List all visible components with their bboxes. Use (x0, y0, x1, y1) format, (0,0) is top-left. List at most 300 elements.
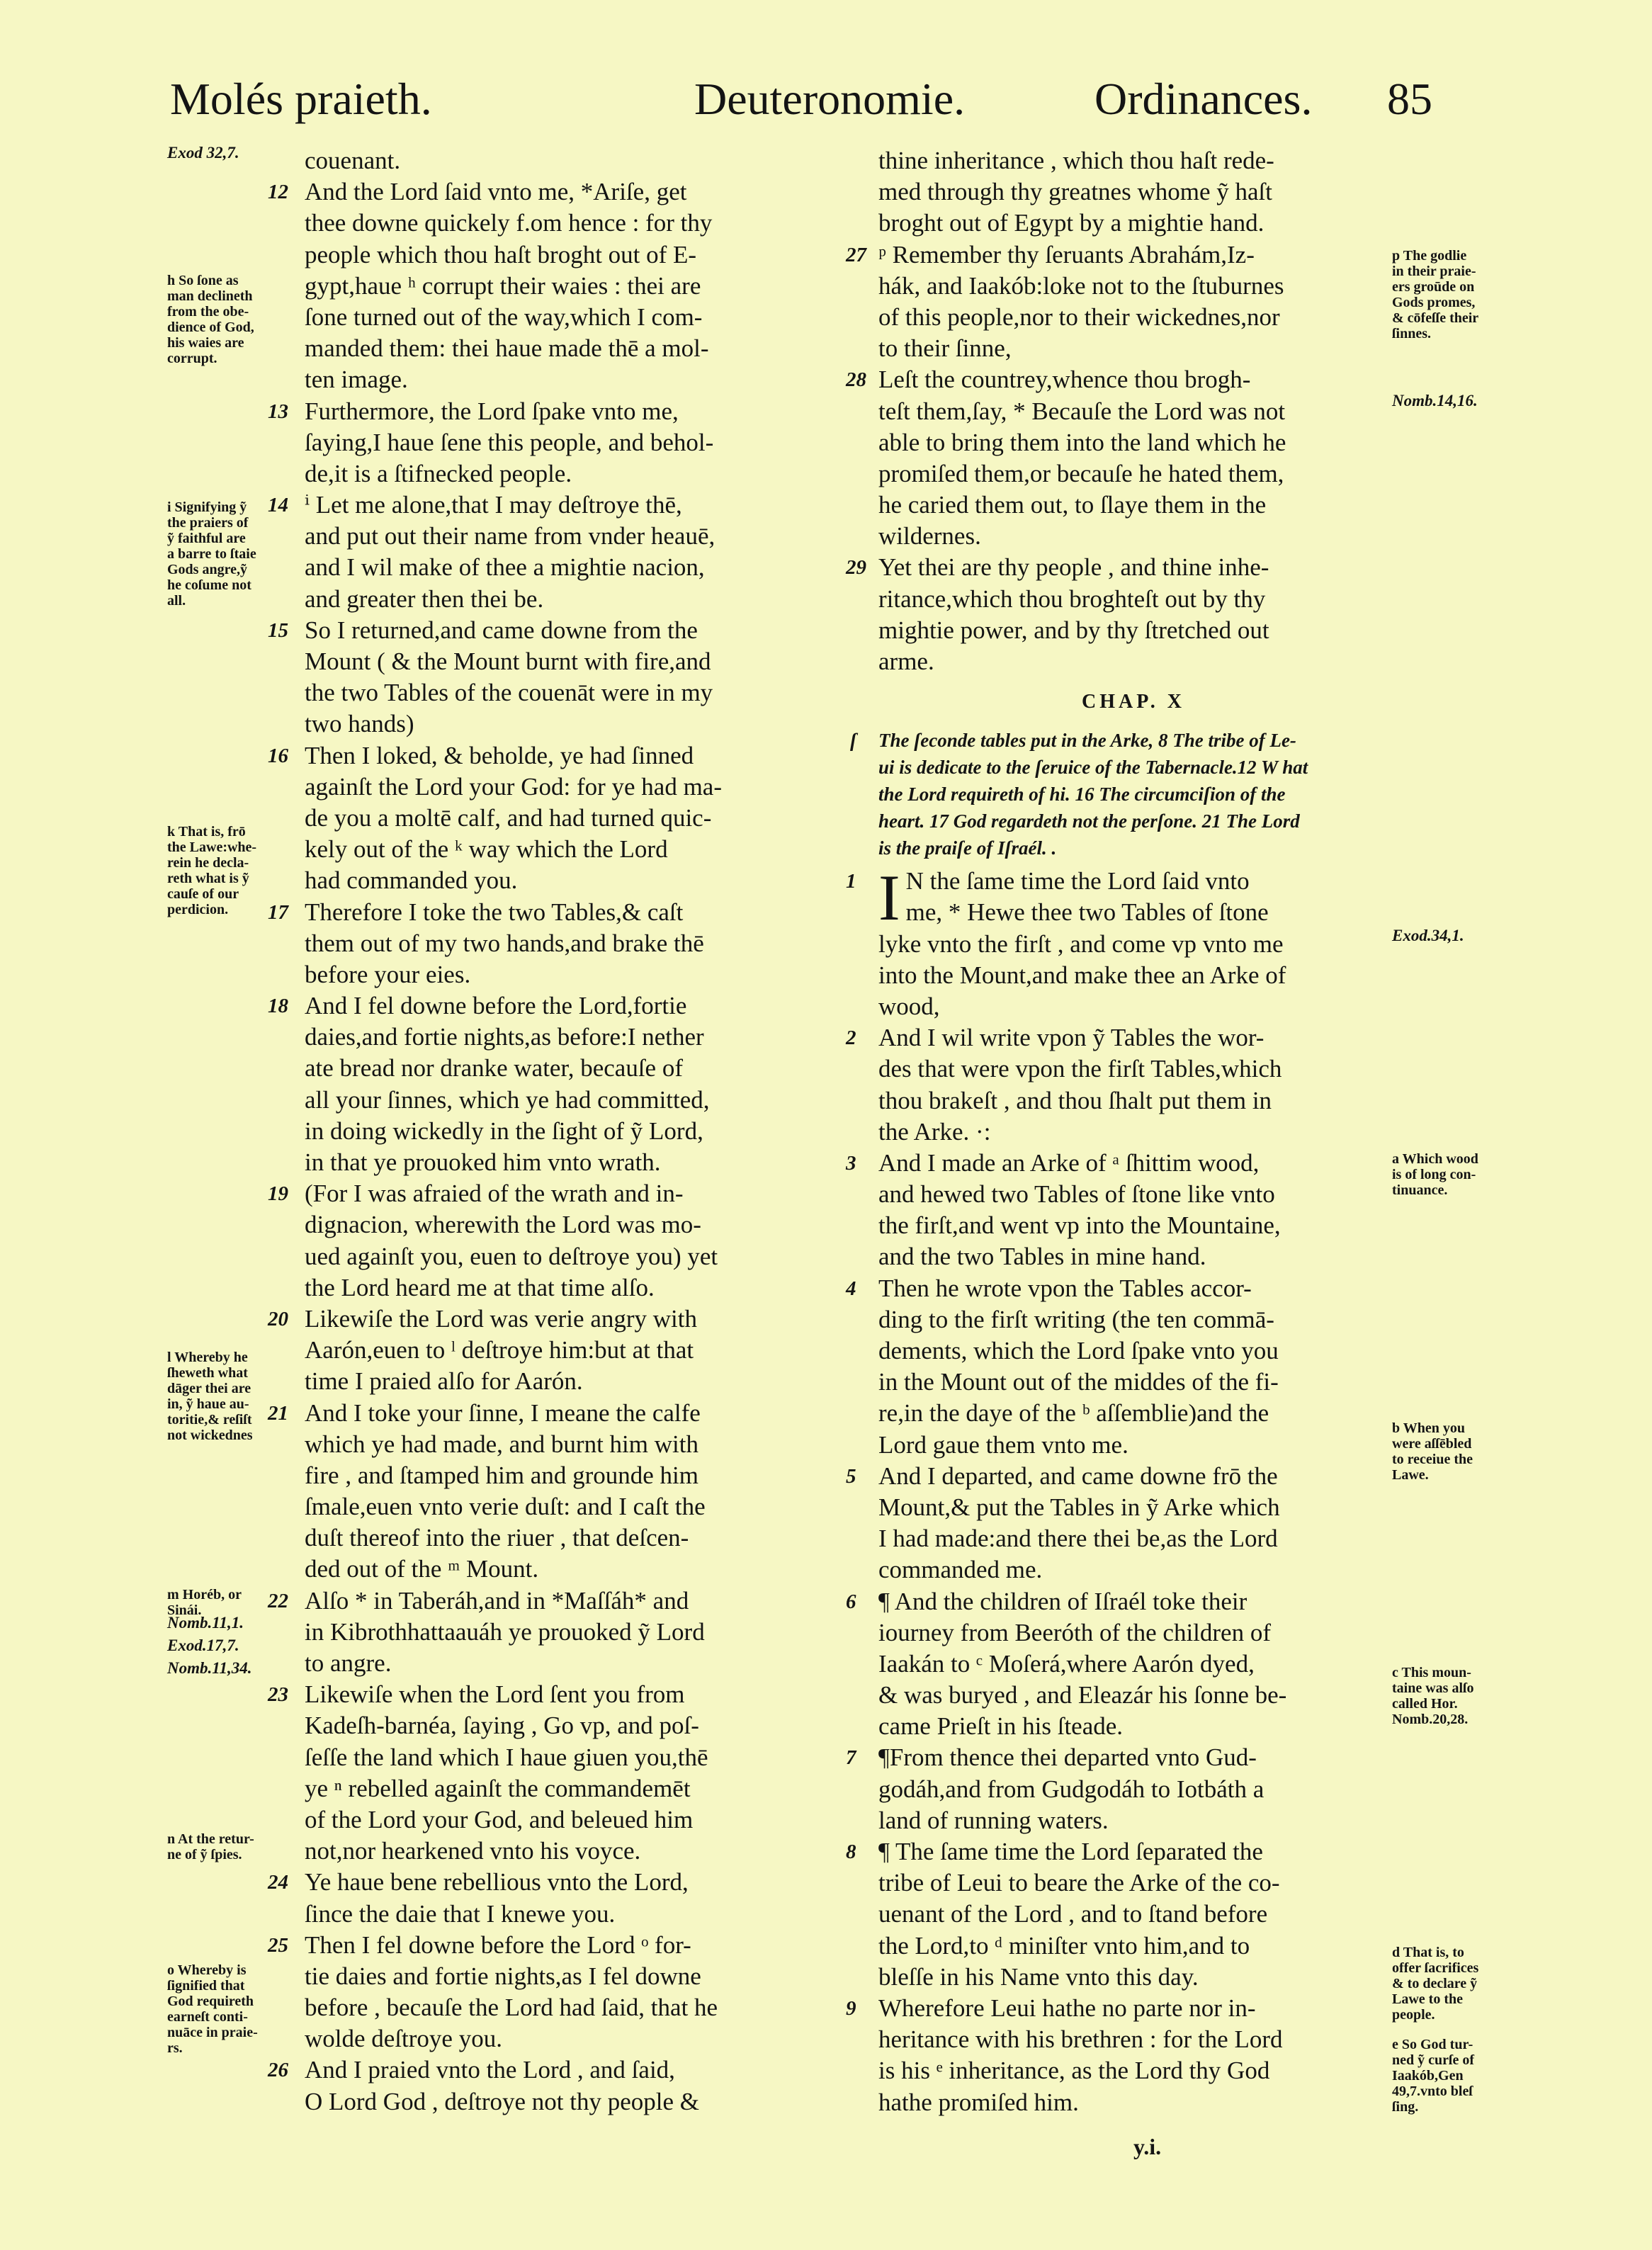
text-line (878, 396, 1388, 427)
verse-number: 16 (268, 744, 288, 767)
line-text: de,it is a ſtifnecked people. (305, 459, 572, 487)
verse-number: 20 (268, 1307, 288, 1330)
text-line (305, 865, 854, 896)
text-line (878, 2055, 1388, 2086)
margin-note (167, 1831, 254, 1862)
line-text: ¶ And the children of Iſraél toke their (878, 1587, 1248, 1615)
line-text: and hewed two Tables of ſtone like vnto (878, 1180, 1275, 1209)
margin-note-line: k That is, frō (167, 824, 246, 839)
line-text: and the two Tables in mine hand. (878, 1243, 1206, 1271)
line-text: broght out of Egypt by a mightie hand. (878, 209, 1265, 237)
text-line (878, 615, 1388, 646)
line-text: Mount ( & the Mount burnt with fire,and (305, 648, 711, 675)
line-text: he caried them out, to ſlaye them in the (878, 491, 1267, 519)
text-line (305, 1522, 854, 1554)
line-text: and greater then thei be. (305, 584, 544, 613)
text-line (305, 1710, 854, 1741)
margin-note-line: in, ỹ haue au- (167, 1396, 249, 1412)
text-line (268, 1679, 854, 1710)
line-text: (For I was afraied of the wrath and in- (305, 1180, 684, 1208)
chapter-argument (850, 727, 1388, 861)
text-line (305, 271, 854, 302)
text-line (268, 990, 854, 1022)
margin-note (1392, 2037, 1474, 2115)
margin-note-line: earneſt conti- (167, 2009, 248, 2025)
text-line (268, 897, 854, 928)
margin-note-line: Nomb.11,34. (167, 1659, 252, 1677)
line-text: hathe promiſed him. (878, 2088, 1079, 2116)
margin-note-line: Exod.34,1. (1392, 927, 1464, 944)
margin-note-line: he coſume not (167, 577, 251, 593)
margin-note-line: tinuance. (1392, 1182, 1448, 1198)
margin-note (1392, 1665, 1474, 1727)
line-text: into the Mount,and make thee an Arke of (878, 961, 1286, 989)
text-line (878, 991, 1388, 1022)
line-text: people which thou haſt broght out of E- (305, 240, 697, 268)
text-line (846, 1836, 1388, 1867)
text-line (305, 1554, 854, 1585)
line-text: med through thy greatnes whome ỹ haſt (878, 178, 1272, 206)
text-line (268, 490, 854, 521)
text-line: N the ſame time the Lord ſaid vnto (905, 867, 1250, 895)
line-text: de you a moltē calf, and had turned quic- (305, 803, 712, 832)
text-line (878, 960, 1388, 991)
line-text: Kadeſh-barnéa, ſaying , Go vp, and poſ- (305, 1712, 699, 1740)
line-text: tribe of Leui to beare the Arke of the co- (878, 1869, 1280, 1897)
line-text: godáh,and from Gudgodáh to Iotbáth a (878, 1775, 1265, 1803)
margin-note-line: b When you (1392, 1420, 1466, 1436)
line-text: couenant. (305, 147, 401, 174)
margin-note (167, 273, 254, 366)
argument-line: the Lord requireth of hi. 16 The circumciſion of the (878, 784, 1286, 805)
line-text: two hands) (305, 710, 414, 738)
line-text: ſaying,I haue ſene this people, and behol- (305, 428, 714, 456)
text-line (878, 1805, 1388, 1836)
text-line (878, 1367, 1388, 1398)
text-line (305, 834, 854, 865)
line-text: And the Lord ſaid vnto me, *Ariſe, get (305, 178, 687, 206)
line-text: wildernes. (878, 522, 981, 550)
line-text: the firſt,and went vp into the Mountaine, (878, 1211, 1281, 1240)
margin-note-line: p The godlie (1392, 248, 1467, 264)
margin-note-line: ne of ỹ ſpies. (167, 1847, 242, 1862)
margin-note-line: Nomb.14,16. (1392, 392, 1478, 409)
line-text: Iaakán to ᶜ Moſerá,where Aarón dyed, (878, 1649, 1255, 1678)
text-line (846, 1742, 1388, 1773)
signature-mark: y.i. (1133, 2133, 1162, 2159)
margin-note (1392, 393, 1478, 416)
margin-note-line: rein he decla- (167, 855, 249, 871)
line-text: and I wil make of thee a mightie nacion, (305, 553, 705, 582)
line-text: in that ye prouoked him vnto wrath. (305, 1148, 661, 1176)
line-text: heritance with his brethren : for the Lord (878, 2025, 1283, 2054)
verse-number: 19 (268, 1182, 288, 1206)
text-line (305, 1429, 854, 1460)
margin-note-line: all. (167, 593, 186, 609)
line-text: Likewiſe when the Lord ſent you from (305, 1680, 685, 1709)
margin-note-line: Nomb.20,28. (1392, 1712, 1469, 1727)
line-text: Then I loked, & beholde, ye had ſinned (305, 741, 694, 769)
text-line (268, 1930, 854, 1961)
line-text: Alſo * in Taberáh,and in *Maſſáh* and (305, 1586, 689, 1615)
line-text: thine inheritance , which thou haſt rede- (878, 147, 1274, 174)
text-line (878, 1554, 1388, 1585)
verse-number: 21 (268, 1401, 288, 1425)
margin-note-line: corrupt. (167, 351, 217, 366)
text-line (878, 1304, 1388, 1335)
text-line (846, 364, 1388, 395)
line-text: ſeſſe the land which I haue giuen you,thē (305, 1743, 708, 1771)
argument-line: heart. 17 God regardeth not the perſone. 21 The Lord (878, 810, 1300, 832)
text-line (268, 740, 854, 771)
margin-note-line: 49,7.vnto bleſ (1392, 2084, 1473, 2099)
margin-note-line: God requireth (167, 1994, 254, 2009)
line-text: Then he wrote vpon the Tables accor- (878, 1274, 1252, 1302)
margin-note-line: the Lawe:whe- (167, 839, 257, 855)
margin-note-line: & to declare ỹ (1392, 1976, 1478, 1991)
text-line (305, 1022, 854, 1053)
line-text: ding to the firſt writing (the ten commā- (878, 1305, 1274, 1333)
text-line: me, * Hewe thee two Tables of ſtone (905, 898, 1269, 927)
text-line (305, 646, 854, 677)
verse-number: 2 (846, 1027, 856, 1050)
text-line (305, 1209, 854, 1240)
line-text: ate bread nor dranke water, becauſe of (305, 1054, 683, 1082)
text-line (878, 490, 1388, 521)
line-text: before , becauſe the Lord had ſaid, that he (305, 1994, 718, 2022)
text-line (878, 1774, 1388, 1805)
verse-number: 13 (268, 400, 288, 423)
margin-note-line: e So God tur- (1392, 2037, 1473, 2052)
margin-note (167, 824, 256, 917)
verse-number: 17 (268, 900, 288, 924)
margin-note (167, 499, 256, 609)
line-text: thou brakeſt , and thou ſhalt put them in (878, 1086, 1272, 1114)
line-text: the two Tables of the couenāt were in my (305, 679, 713, 707)
line-text: re,in the daye of the ᵇ aſſemblie)and the (878, 1399, 1269, 1428)
line-text: Likewiſe the Lord was verie angry with (305, 1304, 697, 1333)
text-line (878, 145, 1388, 176)
line-text: ten image. (305, 366, 408, 394)
text-line (878, 1053, 1388, 1085)
margin-note-line: dience of God, (167, 320, 254, 335)
text-line (305, 1961, 854, 1992)
text-line (305, 1147, 854, 1178)
text-line (268, 1867, 854, 1898)
verse-number: 4 (846, 1277, 856, 1300)
line-text: in doing wickedly in the ſight of ỹ Lord, (305, 1116, 703, 1145)
margin-note-line: taine was alſo (1392, 1680, 1474, 1696)
line-text: the Lord,to ᵈ miniſter vnto him,and to (878, 1931, 1250, 1960)
verse-number: 3 (846, 1151, 856, 1175)
line-text: Mount,& put the Tables in ỹ Arke which (878, 1493, 1280, 1521)
line-text: Then I fel downe before the Lord ᵒ for- (305, 1930, 691, 1959)
margin-note-line: not wickednes (167, 1428, 253, 1443)
text-line (305, 928, 854, 959)
margin-note (1392, 1151, 1478, 1198)
verse-number: 29 (846, 556, 866, 580)
line-text: not,nor hearkened vnto his voyce. (305, 1837, 641, 1865)
line-text: all your ſinnes, which ye had committed, (305, 1085, 710, 1114)
line-text: lyke vnto the firſt , and come vp vnto me (878, 929, 1284, 958)
text-line (268, 1398, 854, 1429)
text-line (878, 1210, 1388, 1241)
margin-note-line: d That is, to (1392, 1945, 1464, 1960)
margin-note-line: a barre to ſtaie (167, 546, 256, 562)
text-line (305, 1116, 854, 1147)
text-line (305, 333, 854, 364)
text-line (846, 1586, 1388, 1617)
line-text: in Kibrothhattaauáh ye prouoked ỹ Lord (305, 1617, 705, 1646)
line-text: time I praied alſo for Aarón. (305, 1367, 583, 1396)
text-line (305, 364, 854, 395)
running-head-right: Ordinances. (1094, 74, 1313, 124)
line-text: the Lord heard me at that time alſo. (305, 1273, 655, 1301)
margin-note-line: ned ỹ curſe of (1392, 2052, 1475, 2068)
line-text: of the Lord your God, and beleued him (305, 1805, 694, 1833)
line-text: Therefore I toke the two Tables,& caſt (305, 898, 684, 926)
margin-note-line: m Horéb, or (167, 1587, 242, 1602)
text-line (305, 959, 854, 990)
text-line (305, 1053, 854, 1084)
text-line (878, 458, 1388, 490)
margin-note-line: ſignified that (167, 1978, 245, 1994)
text-line (305, 1742, 854, 1773)
text-line (268, 396, 854, 427)
line-text: commanded me. (878, 1556, 1043, 1584)
verse-number: 12 (268, 181, 288, 204)
text-line (305, 1335, 854, 1366)
line-text: dements, which the Lord ſpake vnto you (878, 1337, 1279, 1364)
line-text: daies,and fortie nights,as before:I nether (305, 1023, 704, 1051)
line-text: And I toke your ſinne, I meane the calfe (305, 1398, 701, 1427)
text-line (846, 552, 1388, 583)
text-line (268, 1178, 854, 1209)
line-text: I had made:and there thei be,as the Lord (878, 1525, 1278, 1553)
line-text: And I fel downe before the Lord,fortie (305, 992, 687, 1020)
line-text: is his ᵉ inheritance, as the Lord thy God (878, 2057, 1270, 2085)
margin-note (167, 1350, 253, 1443)
margin-note-line: Exod 32,7. (167, 144, 239, 162)
drop-cap-initial: I (878, 861, 900, 934)
line-text: teſt them,ſay, * Becauſe the Lord was not (878, 397, 1286, 425)
text-line (878, 1241, 1388, 1272)
line-text: ⁱ Let me alone,that I may deſtroye thē, (305, 491, 682, 519)
text-line (878, 1492, 1388, 1523)
line-text: of this people,nor to their wickednes,nor (878, 303, 1280, 331)
margin-note-line: rs. (167, 2040, 183, 2056)
line-text: So I returned,and came downe from the (305, 616, 698, 644)
verse-number: 1 (846, 870, 856, 893)
line-text: Aarón,euen to ˡ deſtroye him:but at that (305, 1336, 694, 1364)
line-text: Lord gaue them vnto me. (878, 1430, 1128, 1459)
margin-note-line: ỹ faithful are (167, 531, 246, 546)
line-text: wood, (878, 992, 940, 1020)
line-text: Yet thei are thy people , and thine inhe- (878, 553, 1269, 582)
line-text: came Prieſt in his ſteade. (878, 1712, 1124, 1741)
line-text: And I wil write vpon ỹ Tables the wor- (878, 1024, 1265, 1052)
line-text: Wherefore Leui hathe no parte nor in- (878, 1994, 1256, 2022)
line-text: ded out of the ᵐ Mount. (305, 1555, 539, 1583)
text-line (878, 521, 1388, 552)
margin-note-line: h So ſone as (167, 273, 239, 288)
line-text: to their ſinne, (878, 334, 1012, 363)
line-text: had commanded you. (305, 866, 518, 895)
line-text: hák, and Iaakób:loke not to the ſtuburnes (878, 271, 1284, 300)
text-line (878, 302, 1388, 333)
verse-number: 14 (268, 494, 288, 517)
text-line (846, 1148, 1388, 1179)
margin-note-line: Nomb.11,1. (167, 1614, 244, 1632)
running-head-book: Deuteronomie. (694, 74, 966, 124)
margin-note-line: a Which wood (1392, 1151, 1478, 1167)
text-line (878, 2087, 1388, 2118)
text-line (846, 1022, 1388, 1053)
line-text: to angre. (305, 1649, 392, 1677)
margin-note (1392, 1945, 1478, 2023)
verse-number: 8 (846, 1841, 856, 1863)
text-line (878, 1711, 1388, 1742)
margin-note-line: man declineth (167, 288, 253, 304)
line-text: able to bring them into the land which he (878, 428, 1286, 456)
text-line (846, 1273, 1388, 1304)
verse-number: 23 (268, 1683, 288, 1707)
line-text: iourney from Beeróth of the children of (878, 1618, 1271, 1646)
margin-note-line: Iaakób,Gen (1392, 2068, 1464, 2084)
margin-note-line: to receiue the (1392, 1452, 1473, 1467)
text-line (878, 1899, 1388, 1930)
text-line (846, 1461, 1388, 1492)
margin-note (1392, 248, 1478, 341)
chapter-first-verse (846, 861, 1388, 934)
margin-note-line: cauſe of our (167, 886, 239, 902)
margin-note-line: toritie,& reſiſt (167, 1412, 252, 1428)
text-line (305, 1773, 854, 1804)
line-text: Furthermore, the Lord ſpake vnto me, (305, 397, 679, 425)
line-text: des that were vpon the firſt Tables,which (878, 1055, 1282, 1083)
line-text: uenant of the Lord , and to ſtand before (878, 1900, 1268, 1928)
line-text: land of running waters. (878, 1806, 1109, 1834)
margin-note (167, 145, 239, 168)
line-text: ſone turned out of the way,which I com- (305, 303, 703, 331)
text-line (878, 1335, 1388, 1367)
margin-note-line: ers groūde on (1392, 279, 1475, 295)
line-text: in the Mount out of the middes of the fi- (878, 1368, 1279, 1396)
margin-note (167, 1962, 258, 2056)
line-text: promiſed them,or becauſe he hated them, (878, 459, 1284, 487)
line-text: ¶ The ſame time the Lord ſeparated the (878, 1838, 1263, 1865)
running-head-left: Molés praieth. (170, 74, 432, 124)
line-text: the Arke. ·: (878, 1117, 991, 1146)
verse-number: 6 (846, 1590, 856, 1613)
margin-note (167, 1615, 251, 1683)
margin-note-line: Lawe to the (1392, 1991, 1463, 2007)
text-line (878, 208, 1388, 239)
margin-note-line: called Hor. (1392, 1696, 1458, 1712)
text-line (305, 1648, 854, 1679)
verse-number: 18 (268, 995, 288, 1018)
margin-note-line: c This moun- (1392, 1665, 1471, 1680)
margin-note-line: n At the retur- (167, 1831, 254, 1847)
verse-number: 26 (268, 2059, 288, 2082)
verse-number: 25 (268, 1933, 288, 1957)
verse-number: 9 (846, 1996, 856, 2020)
text-line (878, 1116, 1388, 1148)
text-line (878, 1398, 1388, 1429)
text-line (878, 646, 1388, 677)
line-text: manded them: thei haue made thē a mol- (305, 334, 709, 363)
line-text: gypt,haue ʰ corrupt their waies : thei are (305, 271, 701, 300)
line-text: ye ⁿ rebelled againſt the commandemēt (305, 1774, 691, 1802)
text-line (305, 552, 854, 583)
text-line (878, 1649, 1388, 1680)
margin-note-line: Gods angre,ỹ (167, 562, 247, 577)
line-text: which ye had made, and burnt him with (305, 1430, 698, 1458)
line-text: ued againſt you, euen to deſtroye you) yet (305, 1242, 718, 1270)
text-line (878, 2024, 1388, 2055)
text-line (305, 584, 854, 615)
text-line (305, 803, 854, 834)
text-line (305, 1241, 854, 1272)
line-text: And I praied vnto the Lord , and ſaid, (305, 2056, 675, 2084)
argument-line: The ſeconde tables put in the Arke, 8 The tribe of Le- (878, 730, 1296, 752)
verse-number: 5 (846, 1464, 856, 1488)
text-line (878, 1085, 1388, 1116)
text-line (878, 1867, 1388, 1899)
text-line (878, 1930, 1388, 1962)
line-text: & was buryed , and Eleazár his ſonne be- (878, 1681, 1287, 1709)
margin-note (1392, 1420, 1473, 1483)
line-text: fire , and ſtamped him and grounde him (305, 1461, 698, 1489)
margin-note-line: perdicion. (167, 902, 229, 917)
line-text: Ye haue bene rebellious vnto the Lord, (305, 1868, 689, 1896)
margin-note-line: nuāce in praie- (167, 2025, 258, 2040)
text-line (878, 1523, 1388, 1554)
verse-number: 28 (846, 368, 866, 392)
margin-note-line: dāger thei are (167, 1381, 251, 1396)
margin-note-line: were aſſēbled (1392, 1436, 1472, 1452)
line-text: ᵖ Remember thy ſeruants Abrahám,Iz- (878, 240, 1255, 268)
text-line (305, 2023, 854, 2054)
margin-note-line: ſing. (1392, 2099, 1419, 2115)
line-text: mightie power, and by thy ſtretched out (878, 616, 1269, 644)
text-line (305, 145, 854, 176)
margin-note-line: in their praie- (1392, 264, 1476, 279)
text-line (305, 239, 854, 271)
text-line (305, 708, 854, 740)
margin-note-line: Lawe. (1392, 1467, 1429, 1483)
line-text: ¶From thence thei departed vnto Gud- (878, 1743, 1257, 1772)
text-line (878, 1680, 1388, 1711)
line-text: ſince the daie that I knewe you. (305, 1899, 616, 1928)
text-line (305, 1460, 854, 1491)
text-line (305, 1992, 854, 2023)
text-line (305, 1491, 854, 1522)
margin-note-line: i Signifying ỹ (167, 499, 247, 515)
line-text: arme. (878, 648, 934, 675)
text-line (878, 1430, 1388, 1461)
text-line (305, 1836, 854, 1867)
line-text: ſmale,euen vnto verie duſt: and I caſt the (305, 1493, 706, 1521)
text-line (846, 1993, 1388, 2024)
text-line (268, 2054, 854, 2086)
margin-note-line: o Whereby is (167, 1962, 247, 1978)
margin-note-line: his waies are (167, 335, 244, 351)
margin-note (1392, 928, 1464, 951)
text-line (878, 333, 1388, 364)
text-line (268, 176, 854, 208)
line-text: Leſt the countrey,whence thou brogh- (878, 366, 1251, 394)
